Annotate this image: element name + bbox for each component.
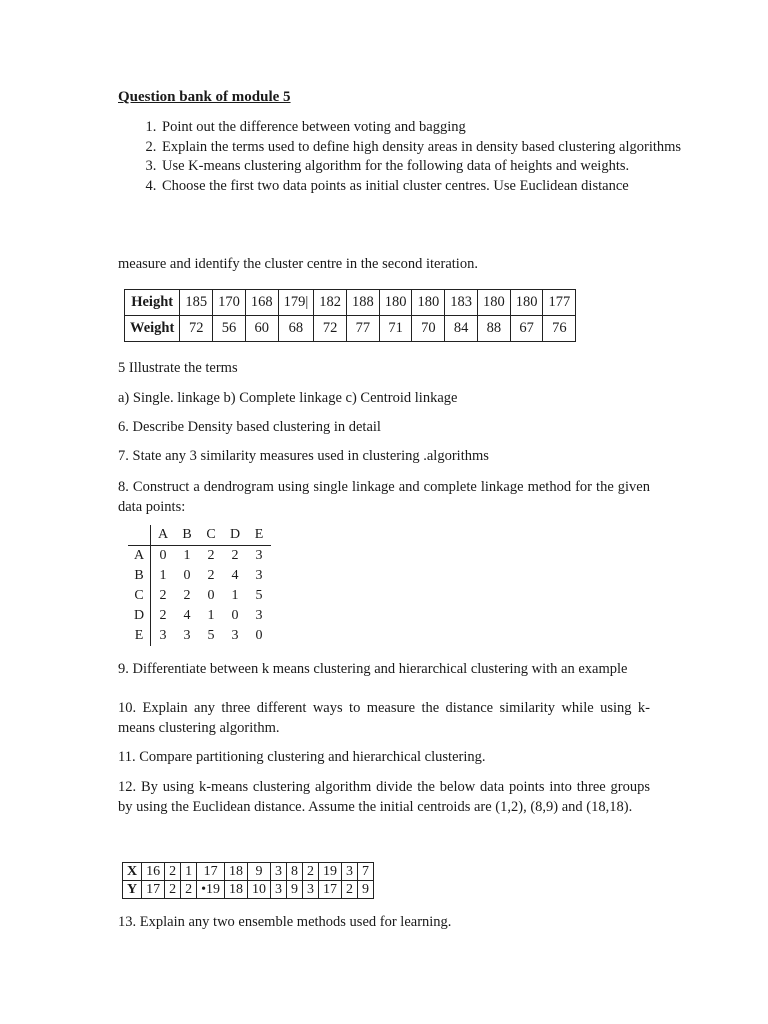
question-4-continuation: measure and identify the cluster centre in the second iteration. [118, 256, 478, 272]
table-cell: 2 [159, 608, 167, 623]
table-row-header: Height [125, 290, 180, 316]
table-cell: 17 [197, 863, 225, 881]
table-cell: 67 [510, 316, 543, 342]
table-cell: 170 [213, 290, 246, 316]
table-cell: 70 [412, 316, 445, 342]
row-header: B [128, 566, 151, 586]
table-cell: 2 [159, 588, 167, 603]
table-cell: 177 [543, 290, 576, 316]
table-cell: 182 [314, 290, 347, 316]
table-row [128, 626, 271, 646]
table-cell: 7 [358, 863, 374, 881]
table-cell: 1 [231, 588, 239, 603]
table-cell: 2 [207, 568, 215, 583]
table-cell: 183 [445, 290, 478, 316]
table-row [125, 316, 576, 342]
table-cell: 180 [412, 290, 445, 316]
question-12: 12. By using k-means clustering algorithm divide the below data points into three groups by using the Euclidean distance. Assume the initial centroids are (1,2), (8,9) and (18,18). [118, 779, 650, 815]
table-cell: 84 [445, 316, 478, 342]
table-cell: 185 [180, 290, 213, 316]
table-cell: 1 [181, 863, 197, 881]
column-header: E [247, 525, 271, 546]
table-cell: 8 [287, 863, 303, 881]
table-cell: 0 [159, 548, 167, 563]
table-row [123, 863, 374, 881]
list-item: 2. Explain the terms used to define high density areas in density based clustering algorithms [160, 138, 692, 158]
table-cell: 0 [207, 588, 215, 603]
table-cell: 3 [255, 608, 263, 623]
question-5: 5 Illustrate the terms [118, 360, 238, 376]
table-cell: 71 [379, 316, 412, 342]
table-cell: 56 [213, 316, 246, 342]
table-cell: 180 [510, 290, 543, 316]
table-cell: 10 [248, 881, 271, 899]
table-cell: 17 [142, 881, 165, 899]
column-header: B [175, 525, 199, 546]
question-11: 11. Compare partitioning clustering and hierarchical clustering. [118, 749, 486, 765]
table-cell: 0 [183, 568, 191, 583]
table-cell: 4 [231, 568, 239, 583]
table-row-header: X [123, 863, 142, 881]
table-cell: 2 [181, 881, 197, 899]
table-row-header: Weight [125, 316, 180, 342]
table-cell: 0 [255, 628, 263, 643]
question-8: 8. Construct a dendrogram using single linkage and complete linkage method for the given data points: [118, 479, 650, 515]
column-header: A [151, 525, 176, 546]
table-cell: 168 [245, 290, 278, 316]
table-cell: 68 [278, 316, 314, 342]
table-cell: 77 [346, 316, 379, 342]
question-10: 10. Explain any three different ways to measure the distance similarity while using k-means clustering algorithm. [118, 700, 650, 736]
question-9: 9. Differentiate between k means clustering and hierarchical clustering with an example [118, 661, 628, 677]
table-cell: 2 [231, 548, 239, 563]
table-cell: 3 [255, 568, 263, 583]
table-header-row [128, 525, 271, 546]
row-header: A [128, 546, 151, 567]
list-item: 3. Use K-means clustering algorithm for the following data of heights and weights. [160, 157, 692, 177]
table-cell: 0 [231, 608, 239, 623]
table-row [128, 546, 271, 567]
table-cell: 19 [319, 863, 342, 881]
table-cell: 60 [245, 316, 278, 342]
table-cell: 18 [225, 863, 248, 881]
row-header: C [128, 586, 151, 606]
table-cell: 180 [379, 290, 412, 316]
table-cell: 9 [358, 881, 374, 899]
distance-matrix [128, 525, 271, 646]
table-cell: 1 [183, 548, 191, 563]
table-cell: 3 [159, 628, 167, 643]
list-item: 4. Choose the first two data points as initial cluster centres. Use Euclidean distance [160, 177, 692, 197]
question-5-options: a) Single. linkage b) Complete linkage c) Centroid linkage [118, 390, 458, 406]
table-cell: 2 [207, 548, 215, 563]
table-cell: •19 [197, 881, 225, 899]
page-title: Question bank of module 5 [118, 89, 291, 105]
question-list [118, 118, 692, 196]
table-cell: 3 [271, 881, 287, 899]
table-cell: 2 [165, 881, 181, 899]
table-cell: 1 [207, 608, 215, 623]
table-cell: 88 [477, 316, 510, 342]
list-item: 1. Point out the difference between voting and bagging [160, 118, 692, 138]
xy-data-table [122, 862, 374, 899]
row-header: E [128, 626, 151, 646]
table-corner [128, 525, 151, 546]
table-cell: 2 [303, 863, 319, 881]
question-13: 13. Explain any two ensemble methods used for learning. [118, 914, 452, 930]
table-cell: 180 [477, 290, 510, 316]
table-cell: 9 [287, 881, 303, 899]
column-header: C [199, 525, 223, 546]
row-header: D [128, 606, 151, 626]
table-row [125, 290, 576, 316]
table-cell: 17 [319, 881, 342, 899]
table-row [128, 566, 271, 586]
column-header: D [223, 525, 247, 546]
table-row [128, 606, 271, 626]
table-cell: 16 [142, 863, 165, 881]
table-row [123, 881, 374, 899]
table-cell: 3 [183, 628, 191, 643]
table-cell: 188 [346, 290, 379, 316]
table-cell: 18 [225, 881, 248, 899]
table-cell: 1 [159, 568, 167, 583]
table-row [128, 586, 271, 606]
table-cell: 2 [183, 588, 191, 603]
table-cell: 3 [271, 863, 287, 881]
table-cell: 9 [248, 863, 271, 881]
table-cell: 76 [543, 316, 576, 342]
table-cell: 5 [255, 588, 263, 603]
question-6: 6. Describe Density based clustering in detail [118, 419, 381, 435]
table-cell: 2 [165, 863, 181, 881]
table-cell: 72 [314, 316, 347, 342]
table-cell: 179| [278, 290, 314, 316]
table-cell: 5 [207, 628, 215, 643]
question-7: 7. State any 3 similarity measures used in clustering .algorithms [118, 448, 489, 464]
table-cell: 3 [303, 881, 319, 899]
table-cell: 4 [183, 608, 191, 623]
table-cell: 72 [180, 316, 213, 342]
height-weight-table [124, 289, 576, 342]
table-cell: 2 [342, 881, 358, 899]
table-row-header: Y [123, 881, 142, 899]
table-cell: 3 [255, 548, 263, 563]
table-cell: 3 [342, 863, 358, 881]
table-cell: 3 [231, 628, 239, 643]
